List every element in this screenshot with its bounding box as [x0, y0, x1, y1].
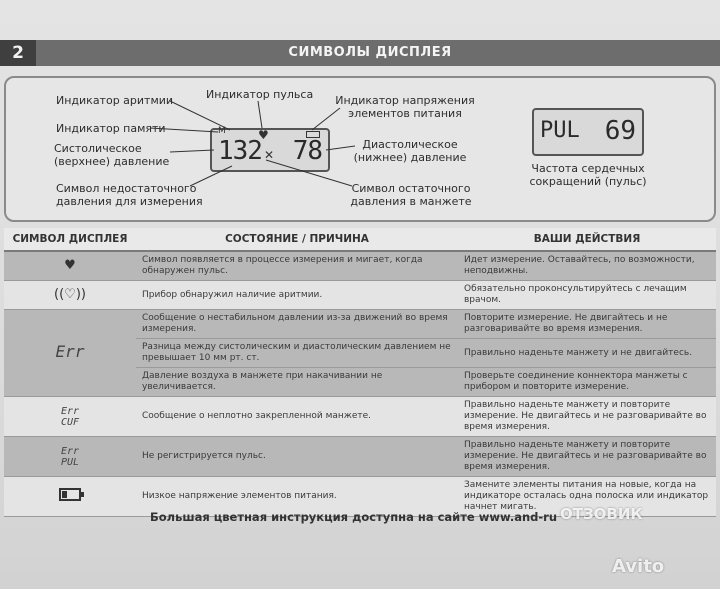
- callout-battery-line2: элементов питания: [348, 107, 462, 120]
- heart-icon: ♥: [258, 128, 269, 142]
- action-cell: Правильно наденьте манжету и повторите измерение. Не двигайтесь и не разговаривайте во время измерения.: [458, 397, 716, 437]
- cause-cell: Прибор обнаружил наличие аритмии.: [136, 281, 458, 310]
- header-actions: ВАШИ ДЕЙСТВИЯ: [458, 228, 716, 251]
- callout-insufficient-line2: давления для измерения: [56, 195, 203, 208]
- callout-heart-rate-line2: сокращений (пульс): [529, 175, 647, 188]
- table-row: [4, 397, 716, 437]
- callout-diastolic-line2: (нижнее) давление: [353, 151, 467, 164]
- callout-systolic-line2: (верхнее) давление: [54, 155, 170, 168]
- err-symbol-line2: PUL: [60, 456, 80, 468]
- cause-cell: Разница между систолическим и диастолическим давлением не превышает 10 мм рт. ст.: [136, 339, 458, 368]
- footer-note: Большая цветная инструкция доступна на сайте www.and-ru: [150, 510, 558, 524]
- table-row: [4, 251, 716, 281]
- cause-cell: Сообщение о неплотно закрепленной манжете.: [136, 397, 458, 437]
- diastolic-value: 78: [292, 136, 322, 166]
- symbol-cell: [4, 310, 136, 397]
- display-symbols-table: [4, 228, 716, 517]
- action-cell: Проверьте соединение коннектора манжеты с прибором и повторите измерение.: [458, 368, 716, 397]
- page-number: 2: [0, 40, 36, 66]
- callout-memory: Индикатор памяти: [56, 122, 166, 135]
- symbol-cell: [4, 281, 136, 310]
- symbol-cell: [4, 397, 136, 437]
- battery-low-icon: [59, 488, 81, 501]
- callout-insufficient-line1: Символ недостаточного: [56, 182, 197, 195]
- cause-cell: Сообщение о нестабильном давлении из-за движений во время измерения.: [136, 310, 458, 339]
- residual-pressure-icon: ✕: [264, 148, 275, 162]
- header-cause: СОСТОЯНИЕ / ПРИЧИНА: [136, 228, 458, 251]
- callout-diastolic-line1: Диастолическое: [362, 138, 458, 151]
- callout-pulse-indicator: Индикатор пульса: [206, 88, 314, 101]
- callout-residual-line2: давления в манжете: [350, 195, 472, 208]
- callout-residual-line1: Символ остаточного: [351, 182, 471, 195]
- cause-cell: Давление воздуха в манжете при накачивании не увеличивается.: [136, 368, 458, 397]
- otzovik-watermark: ОТЗОВИК: [560, 505, 643, 523]
- header-symbol: СИМВОЛ ДИСПЛЕЯ: [4, 228, 136, 251]
- action-cell: Обязательно проконсультируйтесь с лечащим врачом.: [458, 281, 716, 310]
- section-title: СИМВОЛЫ ДИСПЛЕЯ: [288, 45, 452, 60]
- cause-cell: Низкое напряжение элементов питания.: [136, 477, 458, 517]
- lcd-display-main: [210, 128, 330, 172]
- lcd-display-pulse: [532, 108, 644, 156]
- action-cell: Правильно наденьте манжету и не двигайтесь.: [458, 339, 716, 368]
- callout-insufficient-pressure: [56, 182, 203, 208]
- symbol-cell: [4, 251, 136, 281]
- callout-arrhythmia: Индикатор аритмии: [56, 94, 174, 107]
- action-cell: Замените элементы питания на новые, когда на индикаторе осталась одна полоска или индикатор начнет мигать.: [458, 477, 716, 517]
- systolic-value: 132: [218, 136, 262, 166]
- cause-cell: Символ появляется в процессе измерения и мигает, когда обнаружен пульс.: [136, 251, 458, 281]
- callout-systolic: [54, 142, 169, 168]
- callout-residual-pressure: [346, 182, 476, 208]
- table-header-row: [4, 228, 716, 251]
- table-row: [4, 437, 716, 477]
- err-symbol: Err: [55, 341, 85, 361]
- heart-icon: ♥: [64, 257, 76, 273]
- arrhythmia-heart-icon: ((♡)): [54, 286, 86, 302]
- callout-battery: [330, 94, 480, 120]
- cause-cell: Не регистрируется пульс.: [136, 437, 458, 477]
- symbol-cell: [4, 437, 136, 477]
- callout-diastolic: [350, 138, 470, 164]
- callout-systolic-line1: Систолическое: [54, 142, 142, 155]
- memory-indicator: M: [218, 126, 226, 136]
- err-symbol-line1: Err: [60, 405, 80, 417]
- table-row: [4, 281, 716, 310]
- err-symbol-line1: Err: [60, 445, 80, 457]
- callout-battery-line1: Индикатор напряжения: [335, 94, 475, 107]
- action-cell: Правильно наденьте манжету и повторите измерение. Не двигайтесь и не разговаривайте во время измерения.: [458, 437, 716, 477]
- pulse-label: PUL: [540, 118, 580, 143]
- table-row: [4, 310, 716, 339]
- avito-watermark: Avito: [612, 556, 665, 577]
- callout-heart-rate: [528, 162, 648, 188]
- symbol-cell: [4, 477, 136, 517]
- callout-heart-rate-line1: Частота сердечных: [531, 162, 645, 175]
- err-symbol-line2: CUF: [60, 416, 80, 428]
- action-cell: Идет измерение. Оставайтесь, по возможности, неподвижны.: [458, 251, 716, 281]
- pulse-value: 69: [604, 116, 636, 146]
- action-cell: Повторите измерение. Не двигайтесь и не разговаривайте во время измерения.: [458, 310, 716, 339]
